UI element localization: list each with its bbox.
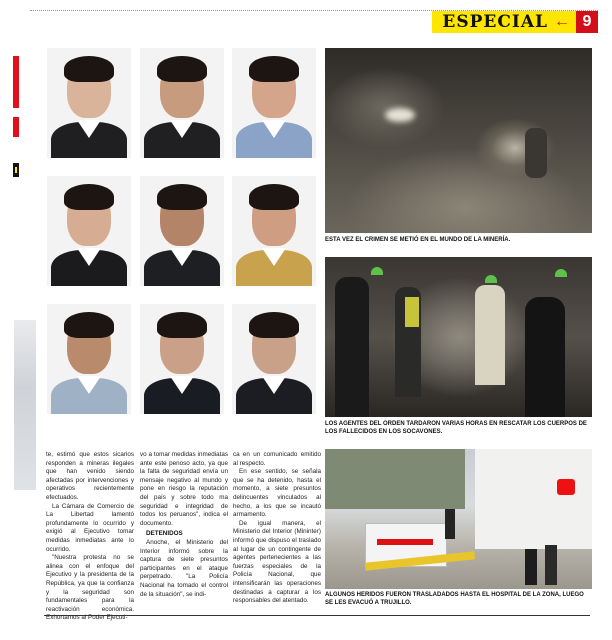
reflective-vest	[405, 297, 419, 327]
mugshot-hair	[157, 312, 207, 338]
mugshot-hair	[249, 312, 299, 338]
article-column-1	[46, 451, 134, 623]
article-paragraph: En ese sentido, se señala que se ha detenido, hasta el momento, a siete presuntos delincuentes vinculados al hecho, a los que se incautó armamento.	[233, 468, 321, 519]
suspect-mugshot	[47, 304, 131, 414]
suspect-mugshot	[140, 48, 224, 158]
suspect-mugshot	[140, 304, 224, 414]
photo1-caption: ESTA VEZ EL CRIMEN SE METIÓ EN EL MUNDO DE LA MINERÍA.	[325, 237, 511, 243]
section-header	[432, 11, 598, 33]
hospital-building	[475, 449, 592, 549]
article-column-3	[233, 451, 321, 606]
suspect-mugshot	[47, 176, 131, 286]
suspect-mugshot	[232, 48, 316, 158]
photo3-caption: ALGUNOS HERIDOS FUERON TRASLADADOS HASTA EL HOSPITAL DE LA ZONA, LUEGO SE LES EVACUÓ A TRUJILLO.	[325, 592, 584, 606]
subheading-detenidos: DETENIDOS	[146, 530, 183, 538]
red-margin-bar	[13, 56, 19, 108]
mugshot-hair	[157, 56, 207, 82]
person-figure	[525, 549, 537, 585]
page-number: 9	[576, 11, 598, 33]
person-figure	[545, 545, 557, 585]
mugshot-hair	[64, 184, 114, 210]
mugshot-hair	[249, 56, 299, 82]
worker-figure	[475, 285, 505, 385]
photo2-caption: LOS AGENTES DEL ORDEN TARDARON VARIAS HORAS EN RESCATAR LOS CUERPOS DE LOS FALLECIDOS EN LOS SOCAVONES.	[325, 421, 587, 435]
suspect-mugshot	[232, 304, 316, 414]
mugshot-hair	[64, 56, 114, 82]
article-paragraph: De igual manera, el Ministerio del Interior (Mininter) informó que dispuso el traslado al lugar de un contingente de agentes pertenecientes a las fuerzas especiales de la Policía Nacional, que intensificarán las operaciones destinadas a capturar a los responsables del atentado.	[233, 519, 321, 605]
adjacent-page-photo-strip	[14, 320, 36, 490]
suspect-mugshot	[232, 176, 316, 286]
article-paragraph: Anoche, el Ministerio del Interior informó sobre la captura de siete presuntos participantes en el ataque perpetrado. "La Policía Nacional ha tomado el control de la situación", se indi-	[140, 538, 228, 598]
lamp-glow	[385, 108, 415, 122]
helmet	[555, 269, 567, 277]
person-figure	[445, 509, 455, 539]
red-margin-dot	[13, 117, 19, 137]
helmet	[371, 267, 383, 275]
section-label: ESPECIAL	[432, 11, 554, 33]
suspect-mugshot	[140, 176, 224, 286]
miner-figure	[525, 128, 547, 178]
mine-tunnel-photo	[325, 48, 592, 233]
bottom-rule	[44, 615, 590, 616]
helmet	[485, 275, 497, 283]
suspect-mugshot	[47, 48, 131, 158]
mugshot-hair	[157, 184, 207, 210]
rescue-agents-photo	[325, 257, 592, 417]
article-paragraph: La Cámara de Comercio de La Libertad lamentó profundamente lo ocurrido y exigió al Ejecutivo tomar medidas inmediatas ante lo ocurrido.	[46, 502, 134, 553]
article-paragraph: "Nuestra protesta no se alinea con el enfoque del Ejecutivo y la presidenta de la República, ya que la confianza y la seguridad son fundamentales para la reactivación económica. Exhortamos al Poder Ejecuti-	[46, 554, 134, 622]
background-trees	[325, 449, 465, 509]
agent-figure-left	[335, 277, 369, 417]
left-arrow-icon: ←	[554, 11, 576, 33]
hospital-sign	[557, 479, 575, 495]
ambulance-stripe	[377, 539, 433, 545]
hospital-photo	[325, 449, 592, 589]
article-paragraph: te, estimó que estos sicarios responden a mineras ilegales que han venido siendo afectadas por intervenciones y operativos recientemente efectuados.	[46, 451, 134, 501]
agent-figure-right	[525, 297, 565, 417]
mugshot-hair	[64, 312, 114, 338]
article-paragraph: vo a tomar medidas inmediatas ante este penoso acto, ya que la falta de seguridad envía un mensaje negativo al mundo y pone en riesgo la reputación del país y sobre todo ma seguridad e integridad de todos los peruanos", indica el documento.	[140, 451, 228, 527]
article-column-2	[140, 451, 228, 599]
article-paragraph: ca en un comunicado emitido al respecto.	[233, 451, 321, 467]
black-margin-tab	[13, 163, 19, 177]
mugshot-hair	[249, 184, 299, 210]
